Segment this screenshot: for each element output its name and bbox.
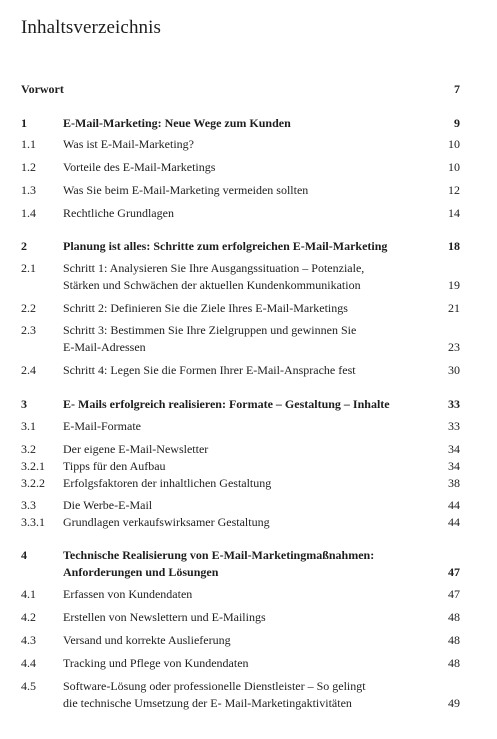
toc-page-number: 33 (448, 397, 460, 411)
toc-title: Grundlagen verkaufswirksamer Gestaltung (63, 515, 270, 529)
toc-title: Was Sie beim E-Mail-Marketing vermeiden sollten (63, 183, 309, 197)
toc-page-number: 10 (448, 137, 460, 151)
toc-page-number: 48 (448, 656, 460, 670)
toc-title: Erstellen von Newslettern und E-Mailings (63, 610, 266, 624)
toc-title: Die Werbe-E-Mail (63, 498, 153, 512)
toc-page-number: 30 (448, 363, 460, 377)
toc-number: 2.1 (21, 261, 36, 275)
toc-title: E-Mail-Marketing: Neue Wege zum Kunden (63, 116, 291, 130)
toc-number: 4.3 (21, 633, 36, 647)
toc-title: E- Mails erfolgreich realisieren: Formate – Gestaltung – Inhalte (63, 397, 390, 411)
toc-page-number: 33 (448, 419, 460, 433)
toc-page-number: 23 (448, 340, 460, 354)
toc-number: 3 (21, 397, 27, 411)
toc-title: Was ist E-Mail-Marketing? (63, 137, 194, 151)
toc-number: 3.2.1 (21, 459, 45, 473)
toc-number: 4.5 (21, 679, 36, 693)
toc-title: E-Mail-Formate (63, 419, 141, 433)
toc-title-line-1: Schritt 3: Bestimmen Sie Ihre Zielgruppen und gewinnen Sie (63, 323, 357, 337)
toc-number: 4.1 (21, 587, 36, 601)
toc-title: Tracking und Pflege von Kundendaten (63, 656, 249, 670)
toc-label: Vorwort (21, 82, 64, 96)
toc-page-number: 34 (448, 442, 460, 456)
toc-number: 1 (21, 116, 27, 130)
toc-title: Schritt 4: Legen Sie die Formen Ihrer E-Mail-Ansprache fest (63, 363, 356, 377)
toc-page-number: 38 (448, 476, 460, 490)
toc-title: Der eigene E-Mail-Newsletter (63, 442, 209, 456)
toc-title: Planung ist alles: Schritte zum erfolgreichen E-Mail-Marketing (63, 239, 388, 253)
toc-title-line-1: Software-Lösung oder professionelle Dienstleister – So gelingt (63, 679, 366, 693)
toc-title-line-2: die technische Umsetzung der E- Mail-Marketingaktivitäten (63, 696, 352, 710)
toc-number: 1.2 (21, 160, 36, 174)
toc-page-number: 21 (448, 301, 460, 315)
toc-title-line-2: Anforderungen und Lösungen (63, 565, 219, 579)
toc-title: Tipps für den Aufbau (63, 459, 166, 473)
toc-title-line-2: E-Mail-Adressen (63, 340, 146, 354)
toc-page-number: 19 (448, 278, 460, 292)
toc-title (63, 322, 433, 356)
toc-page-number: 14 (448, 206, 460, 220)
toc-page-number: 48 (448, 610, 460, 624)
toc-title: Versand und korrekte Auslieferung (63, 633, 231, 647)
toc-page-number: 49 (448, 696, 460, 710)
toc-title (63, 678, 433, 712)
toc-page-number: 47 (448, 565, 460, 579)
toc-number: 3.1 (21, 419, 36, 433)
toc-page-number: 48 (448, 633, 460, 647)
toc-number: 2.3 (21, 323, 36, 337)
toc-number: 2 (21, 239, 27, 253)
toc-number: 4 (21, 548, 27, 562)
toc-page-number: 44 (448, 498, 460, 512)
toc-title: Rechtliche Grundlagen (63, 206, 174, 220)
toc-page-number: 9 (454, 116, 460, 130)
toc-number: 2.4 (21, 363, 36, 377)
toc-page-number: 12 (448, 183, 460, 197)
toc-page-number: 18 (448, 239, 460, 253)
toc-page-number: 44 (448, 515, 460, 529)
toc-title-line-1: Technische Realisierung von E-Mail-Marketingmaßnahmen: (63, 548, 375, 562)
toc-number: 1.4 (21, 206, 36, 220)
toc-number: 2.2 (21, 301, 36, 315)
toc-number: 3.2 (21, 442, 36, 456)
toc-number: 4.4 (21, 656, 36, 670)
toc-title: Vorteile des E-Mail-Marketings (63, 160, 216, 174)
toc-number: 3.3.1 (21, 515, 45, 529)
toc-number: 1.3 (21, 183, 36, 197)
toc-title: Schritt 2: Definieren Sie die Ziele Ihres E-Mail-Marketings (63, 301, 348, 315)
toc-page-number: 34 (448, 459, 460, 473)
toc-number: 3.2.2 (21, 476, 45, 490)
page-title: Inhaltsverzeichnis (21, 17, 162, 38)
toc-page-number: 10 (448, 160, 460, 174)
toc-page-number: 47 (448, 587, 460, 601)
toc-page-number: 7 (454, 82, 460, 96)
toc-title-line-2: Stärken und Schwächen der aktuellen Kundenkommunikation (63, 278, 361, 292)
toc-number: 1.1 (21, 137, 36, 151)
toc-title (63, 547, 433, 581)
toc-title (63, 260, 433, 294)
toc-title-line-1: Schritt 1: Analysieren Sie Ihre Ausgangssituation – Potenziale, (63, 261, 365, 275)
toc-title: Erfassen von Kundendaten (63, 587, 193, 601)
toc-number: 4.2 (21, 610, 36, 624)
toc-title: Erfolgsfaktoren der inhaltlichen Gestaltung (63, 476, 272, 490)
toc-number: 3.3 (21, 498, 36, 512)
